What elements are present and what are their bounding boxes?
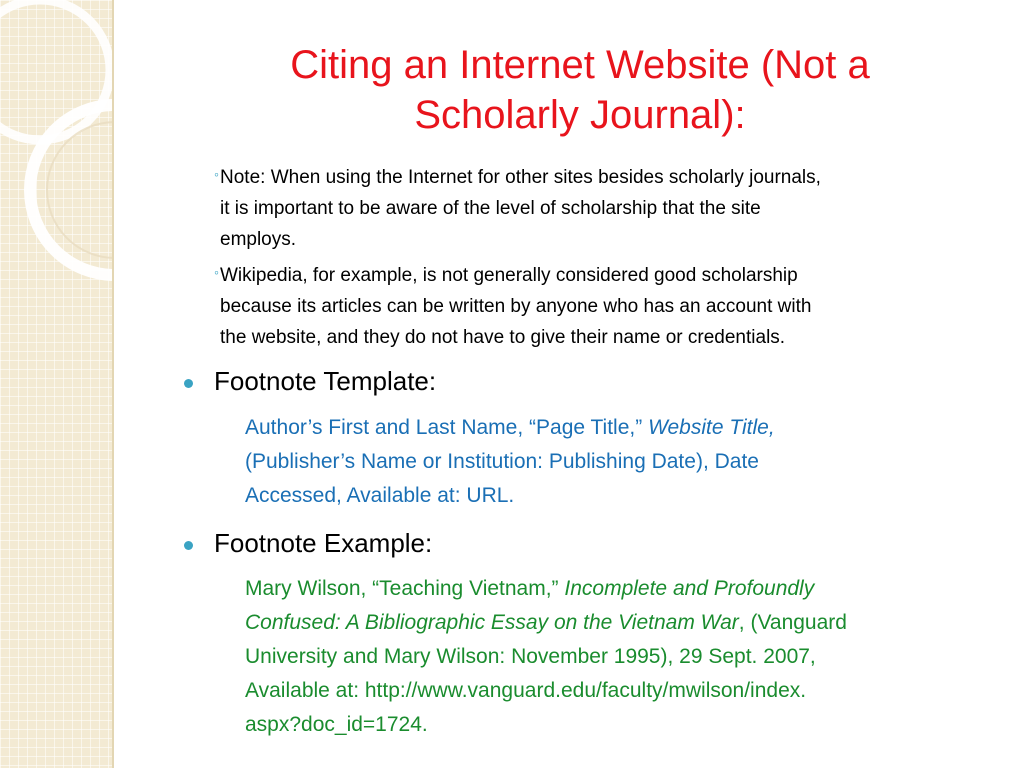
sub-bullet-ring-icon: ◦ bbox=[214, 264, 219, 280]
panel-divider bbox=[112, 0, 114, 768]
note-2-line-1: Wikipedia, for example, is not generally considered good scholarship bbox=[220, 265, 798, 286]
decorative-side-panel bbox=[0, 0, 112, 768]
template-text bbox=[245, 411, 975, 513]
template-website-title: Website Title, bbox=[648, 416, 775, 439]
note-2-line-3: the website, and they do not have to give their name or credentials. bbox=[220, 327, 786, 348]
note-1-line-3: employs. bbox=[220, 229, 297, 250]
bullet-dot-icon bbox=[184, 379, 193, 388]
example-line-2: , (Vanguard bbox=[738, 611, 847, 634]
sub-bullet-ring-icon: ◦ bbox=[214, 166, 219, 182]
note-1-line-1: Note: When using the Internet for other sites besides scholarly journals, bbox=[220, 167, 821, 188]
decorative-circles bbox=[0, 0, 112, 768]
title-line-2: Scholarly Journal): bbox=[414, 93, 746, 137]
example-book-title-2: Confused: A Bibliographic Essay on the Vietnam War bbox=[245, 611, 739, 634]
wikipedia-paragraph bbox=[220, 260, 1010, 353]
template-line-3: Accessed, Available at: URL. bbox=[245, 484, 515, 507]
template-line-2: (Publisher’s Name or Institution: Publishing Date), Date bbox=[245, 450, 759, 473]
template-heading: Footnote Template: bbox=[214, 366, 437, 396]
example-book-title-1: Incomplete and Profoundly bbox=[564, 577, 815, 600]
example-line-4: Available at: http://www.vanguard.edu/faculty/mwilson/index. bbox=[245, 679, 807, 702]
template-line-1: Author’s First and Last Name, “Page Title,” bbox=[245, 416, 649, 439]
slide-title bbox=[200, 40, 960, 140]
bullet-dot-icon bbox=[184, 541, 193, 550]
example-line-3: University and Mary Wilson: November 1995), 29 Sept. 2007, bbox=[245, 645, 816, 668]
title-line-1: Citing an Internet Website (Not a bbox=[290, 43, 870, 87]
note-paragraph bbox=[220, 162, 1010, 255]
note-1-line-2: it is important to be aware of the level of scholarship that the site bbox=[220, 198, 761, 219]
note-2-line-2: because its articles can be written by anyone who has an account with bbox=[220, 296, 812, 317]
example-line-5: aspx?doc_id=1724. bbox=[245, 713, 428, 736]
example-heading: Footnote Example: bbox=[214, 528, 433, 558]
example-line-1: Mary Wilson, “Teaching Vietnam,” bbox=[245, 577, 565, 600]
example-text bbox=[245, 572, 975, 742]
